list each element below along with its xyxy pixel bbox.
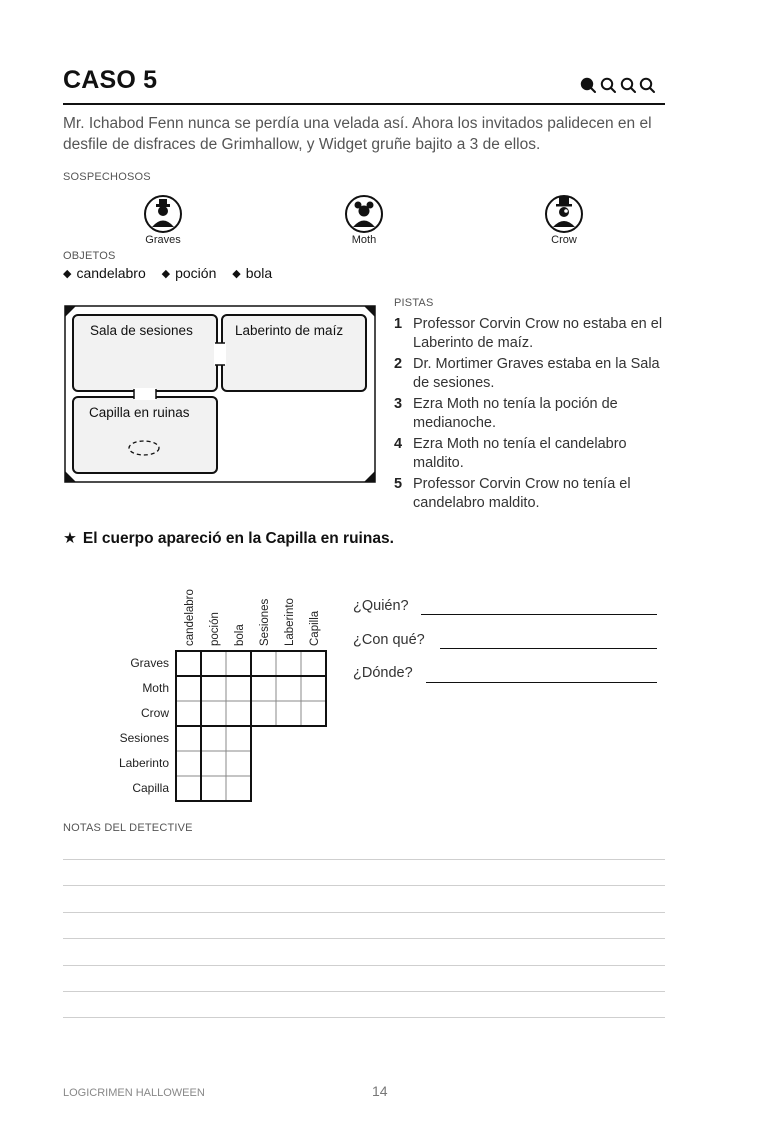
answer-what-field[interactable] [440,648,657,649]
grid-col-header: Laberinto [284,598,296,646]
suspect-hat-icon [143,194,183,234]
grid-row-header: Crow [140,706,169,720]
object-item: ◆ candelabro [63,265,146,281]
room-label: Sala de sesiones [90,323,193,338]
body-location-note: ★ El cuerpo apareció en la Capilla en ruinas. [63,530,394,547]
object-item: ◆ poción [161,265,217,281]
footer-book-title: LOGICRIMEN HALLOWEEN [63,1087,205,1099]
clue-item: 3 Ezra Moth no tenía la poción de medianoche. [394,396,618,431]
question-what: ¿Con qué? [353,632,425,648]
diamond-icon: ◆ [161,268,171,280]
magnifier-icon [622,79,635,92]
logic-grid [90,570,340,810]
grid-row-header: Graves [130,656,169,670]
note-line[interactable] [63,912,665,913]
question-where: ¿Dónde? [353,665,413,681]
grid-col-header: Sesiones [259,598,271,646]
room-sesiones [73,315,217,391]
question-who: ¿Quién? [353,598,409,614]
suspect-tophat-icon [544,194,584,234]
answer-where-field[interactable] [426,682,657,683]
note-line[interactable] [63,938,665,939]
star-icon: ★ [63,530,77,547]
magnifier-icon [582,79,595,92]
magnifier-icon [602,79,615,92]
clue-item: 1 Professor Corvin Crow no estaba en el Laberinto de maíz. [394,316,663,351]
objects-list [63,265,284,281]
objects-label: OBJETOS [63,250,116,262]
suspect-name: Moth [351,234,377,246]
page-number: 14 [372,1083,388,1099]
grid-col-header: Capilla [309,610,321,646]
grid-col-header: candelabro [184,589,196,646]
note-line[interactable] [63,965,665,966]
crime-scene-map [64,305,376,483]
note-line[interactable] [63,885,665,886]
clues-label: PISTAS [394,297,434,309]
room-label: Capilla en ruinas [89,405,190,420]
title-divider [63,103,665,105]
clues-list [394,315,664,515]
grid-row-header: Laberinto [118,756,169,770]
note-line[interactable] [63,859,665,860]
grid-col-header: poción [209,612,221,646]
notes-label: NOTAS DEL DETECTIVE [63,822,193,834]
clue-item: 5 Professor Corvin Crow no tenía el candelabro maldito. [394,476,631,511]
room-capilla [73,397,217,473]
case-intro: Mr. Ichabod Fenn nunca se perdía una velada así. Ahora los invitados palidecen en el desfile de disfraces de Grimhallow, y Widget gruñe bajito a 3 de ellos. [63,115,652,153]
answer-who-field[interactable] [421,614,657,615]
difficulty-rating [580,77,656,95]
room-label: Laberinto de maíz [235,323,344,338]
grid-row-header: Moth [142,681,169,695]
suspect-name: Crow [551,234,577,246]
suspects-label: SOSPECHOSOS [63,171,151,183]
magnifier-icon [641,79,654,92]
clue-item: 4 Ezra Moth no tenía el candelabro maldito. [394,436,627,471]
grid-row-header: Capilla [132,781,169,795]
diamond-icon: ◆ [63,268,72,280]
diamond-icon: ◆ [232,268,241,280]
clue-item: 2 Dr. Mortimer Graves estaba en la Sala de sesiones. [394,356,660,391]
suspect-graves [123,194,203,246]
case-title: CASO 5 [63,66,158,94]
grid-row-header: Sesiones [119,731,169,745]
note-line[interactable] [63,991,665,992]
grid-col-header: bola [234,624,246,646]
suspect-name: Graves [145,234,181,246]
room-laberinto [222,315,366,391]
object-item: ◆ bola [232,265,273,281]
suspect-moth [324,194,404,246]
note-line[interactable] [63,1017,665,1018]
suspect-bun-icon [344,194,384,234]
suspect-crow [524,194,604,246]
